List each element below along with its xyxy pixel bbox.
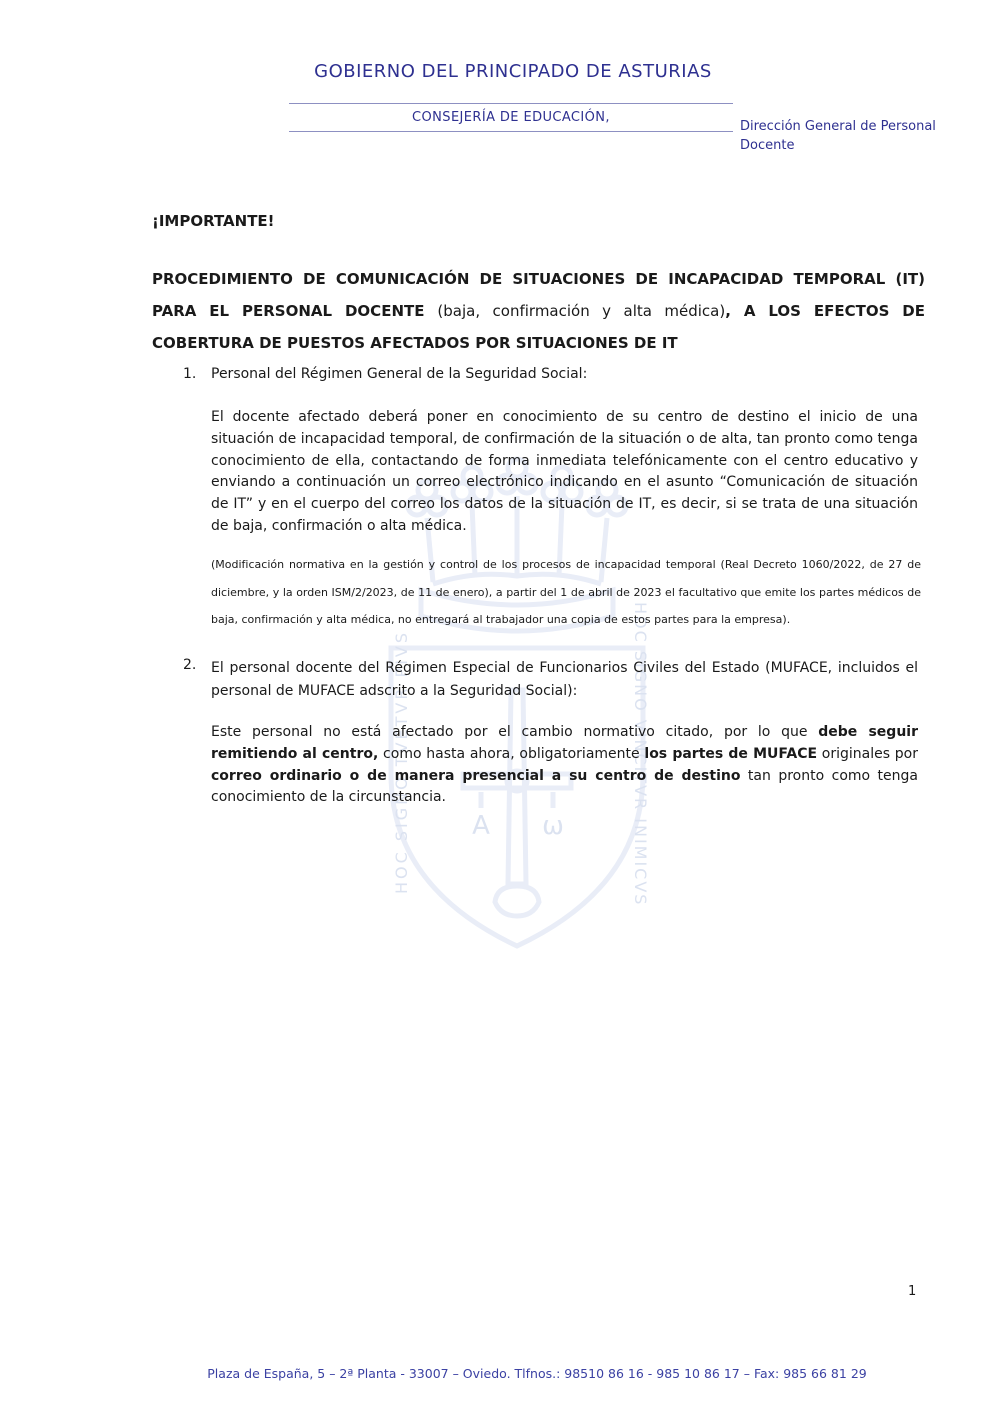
page-number: 1 xyxy=(908,1284,917,1299)
government-title: GOBIERNO DEL PRINCIPADO DE ASTURIAS xyxy=(314,61,712,82)
watermark-motto-right: HOC SIGNO VINCITVR INIMICVS xyxy=(631,602,650,907)
list-item-2-heading: El personal docente del Régimen Especial de Funcionarios Civiles del Estado (MUFACE, incluidos el personal de MUFACE adscrito a la Seguridad Social): xyxy=(211,660,918,699)
list-item-2-number: 2. xyxy=(183,657,197,673)
department-title: CONSEJERÍA DE EDUCACIÓN, xyxy=(412,110,610,125)
list-item-2-paragraph: Este personal no está afectado por el cambio normativo citado, por lo que debe seguir remitiendo al centro, como hasta ahora, obligatoriamente los partes de MUFACE originales por correo ordinario o de manera presencial a su centro de destino tan pronto como tenga conocimiento de la circunstancia. xyxy=(211,724,918,806)
document-title-paragraph: PROCEDIMIENTO DE COMUNICACIÓN DE SITUACIONES DE INCAPACIDAD TEMPORAL (IT) PARA EL PERSONAL DOCENTE (baja, confirmación y alta médica), A LOS EFECTOS DE COBERTURA DE PUESTOS AFECTADOS POR SITUACIONES DE IT xyxy=(152,270,925,352)
list-item-1-heading: Personal del Régimen General de la Seguridad Social: xyxy=(211,366,588,382)
important-label: ¡IMPORTANTE! xyxy=(152,212,275,230)
watermark-motto-left: HOC SIGNO TVETVR PIVS xyxy=(392,629,411,894)
svg-text:Α: Α xyxy=(472,811,490,841)
list-item-1-number: 1. xyxy=(183,366,197,382)
header-divider-top xyxy=(289,103,733,104)
list-item-1-paragraph: El docente afectado deberá poner en conocimiento de su centro de destino el inicio de una situación de incapacidad temporal, de confirmación de la situación o de alta, tan pronto como tenga conocimiento de ella, contactando de forma inmediata telefónicamente con el centro educativo y enviando a continuación un correo electrónico indicando en el asunto “Comunicación de situación de IT” y en el cuerpo del correo los datos de la situación de IT, es decir, si se trata de una situación de baja, confirmación o alta médica. xyxy=(211,409,918,534)
list-item-1-note: (Modificación normativa en la gestión y control de los procesos de incapacidad temporal (Real Decreto 1060/2022, de 27 de diciembre, y la orden ISM/2/2023, de 11 de enero), a partir del 1 de abril de 2023 el facultativo que emite los partes médicos de baja, confirmación y alta médica, no entregará al trabajador una copia de estos partes para la empresa). xyxy=(211,558,921,626)
header-divider-bottom xyxy=(289,131,733,132)
footer-address: Plaza de España, 5 – 2ª Planta - 33007 – Oviedo. Tlfnos.: 98510 86 16 - 985 10 86 17 – Fax: 985 66 81 29 xyxy=(207,1366,867,1381)
svg-text:ω: ω xyxy=(542,811,564,841)
directorate-label: Dirección General de Personal Docente xyxy=(740,119,936,153)
